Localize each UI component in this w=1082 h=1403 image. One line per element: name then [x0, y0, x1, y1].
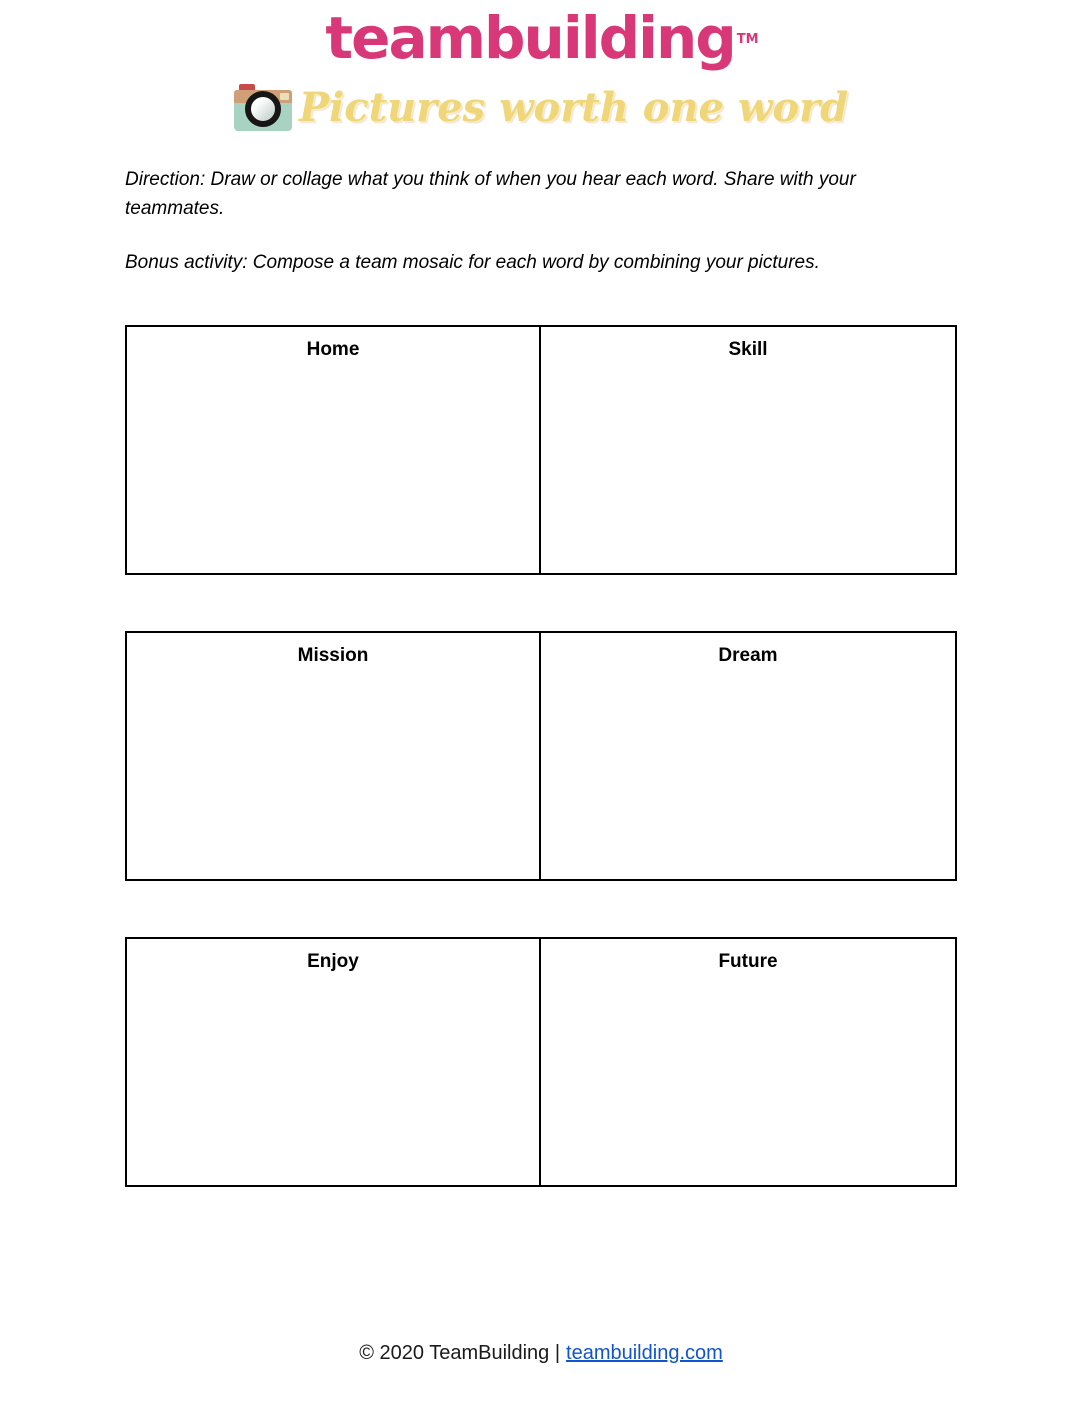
word-header-mission: Mission	[297, 645, 369, 666]
direction-text: Direction: Draw or collage what you think of when you hear each word. Share with your teammates.	[125, 169, 856, 219]
word-table-3	[125, 937, 957, 1187]
word-header-home: Home	[306, 339, 360, 360]
trademark-symbol: TM	[736, 32, 759, 47]
word-table-2	[125, 631, 957, 881]
word-header-enjoy: Enjoy	[307, 951, 359, 972]
word-header-future: Future	[718, 951, 778, 972]
teambuilding-logo	[325, 4, 759, 72]
word-table-1	[125, 325, 957, 575]
worksheet-content	[0, 165, 1082, 1187]
word-header-skill: Skill	[728, 339, 768, 360]
drawing-box-home	[127, 327, 541, 573]
drawing-box-enjoy	[127, 939, 541, 1185]
drawing-box-skill	[541, 327, 955, 573]
teambuilding-link[interactable]: teambuilding.com	[566, 1342, 723, 1364]
page-footer	[0, 1342, 1082, 1365]
bonus-activity-text: Bonus activity: Compose a team mosaic for each word by combining your pictures.	[125, 252, 820, 273]
drawing-box-future	[541, 939, 955, 1185]
brand-header	[0, 0, 1082, 70]
copyright-text: © 2020 TeamBuilding |	[359, 1342, 561, 1364]
camera-lens-shape	[245, 91, 281, 127]
word-header-dream: Dream	[718, 645, 778, 666]
camera-icon	[234, 84, 292, 132]
logo-wordmark: teambuilding	[325, 4, 735, 72]
drawing-box-mission	[127, 633, 541, 879]
worksheet-title: Pictures worth one word	[298, 84, 849, 131]
worksheet-title-row	[0, 83, 1082, 133]
drawing-box-dream	[541, 633, 955, 879]
camera-flash-shape	[280, 93, 289, 100]
